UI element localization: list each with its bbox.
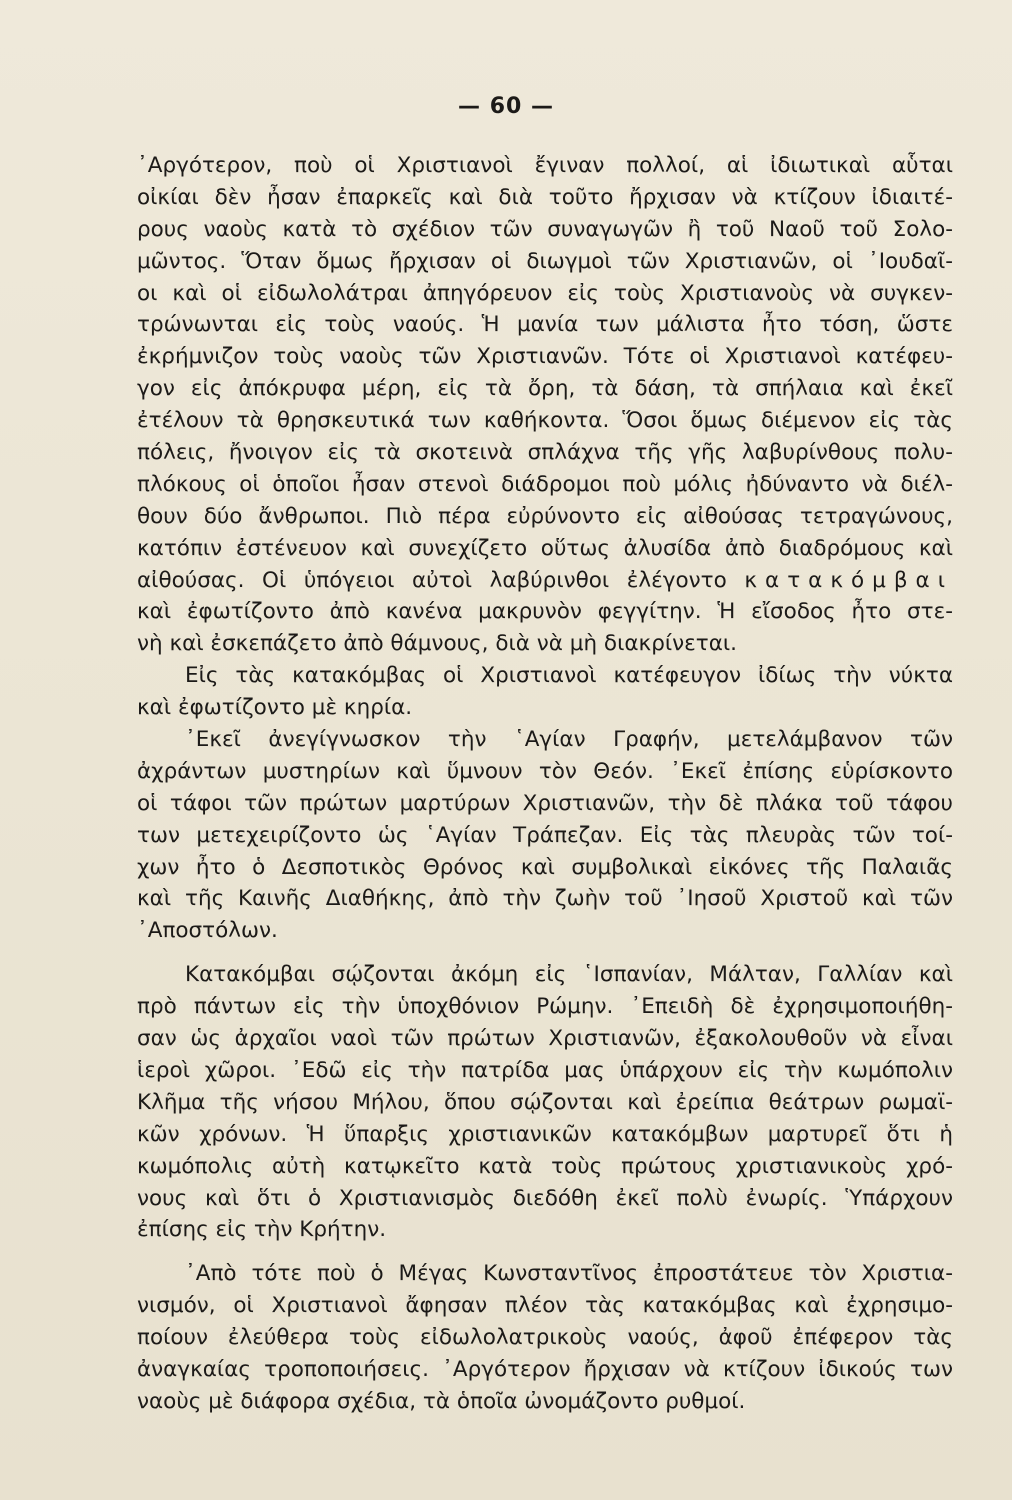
text-line: σαν ὡς ἀρχαῖοι ναοὶ τῶν πρώτων Χριστιανῶν, ἐξακολουθοῦν νὰ εἶναι — [137, 1026, 953, 1052]
text-line: κατόπιν ἐστένευον καὶ συνεχίζετο οὕτως ἀλυσίδα ἀπὸ διαδρόμους καὶ — [137, 535, 953, 561]
text-line: ναοὺς μὲ διάφορα σχέδια, τὰ ὁποῖα ὠνομάζοντο ρυθμοί. — [137, 1388, 746, 1414]
text-line: ἐκρήμνιζον τοὺς ναοὺς τῶν Χριστιανῶν. Τότε οἱ Χριστιανοὶ κατέφευ- — [137, 344, 953, 370]
text-line: Κατακόμβαι σῴζονται ἀκόμη εἰς ῾Ισπανίαν, Μάλταν, Γαλλίαν καὶ — [185, 962, 953, 988]
paragraph — [137, 150, 953, 660]
text-line: ᾿Αποστόλων. — [137, 918, 278, 944]
paragraph — [137, 959, 953, 1246]
text-line: νὴ καὶ ἐσκεπάζετο ἀπὸ θάμνους, διὰ νὰ μὴ διακρίνεται. — [137, 631, 737, 657]
text-line: Κλῆμα τῆς νήσου Μήλου, ὅπου σῴζονται καὶ ἐρείπια θεάτρων ρωμαϊ- — [137, 1089, 953, 1115]
text-line: ποίουν ἐλεύθερα τοὺς εἰδωλολατρικοὺς ναούς, ἀφοῦ ἐπέφερον τὰς — [137, 1325, 953, 1351]
text-line: ἱεροὶ χῶροι. ᾿Εδῶ εἰς τὴν πατρίδα μας ὑπάρχουν εἰς τὴν κωμόπολιν — [137, 1057, 953, 1083]
text-line: Εἰς τὰς κατακόμβας οἱ Χριστιανοὶ κατέφευγον ἰδίως τὴν νύκτα — [185, 663, 953, 689]
text-line: πλόκους οἱ ὁποῖοι ἦσαν στενοὶ διάδρομοι ποὺ μόλις ἠδύναντο νὰ διέλ- — [137, 471, 953, 497]
text-line: μῶντος. Ὅταν ὅμως ἤρχισαν οἱ διωγμοὶ τῶν Χριστιανῶν, οἱ ᾿Ιουδαῖ- — [137, 248, 953, 274]
text-line: καὶ τῆς Καινῆς Διαθήκης, ἀπὸ τὴν ζωὴν τοῦ ᾿Ιησοῦ Χριστοῦ καὶ τῶν — [137, 886, 953, 912]
paragraph — [137, 1258, 953, 1417]
body-text — [137, 150, 953, 1418]
text-line: πόλεις, ἤνοιγον εἰς τὰ σκοτεινὰ σπλάχνα τῆς γῆς λαβυρίνθους πολυ- — [137, 440, 953, 466]
text-line: ἐτέλουν τὰ θρησκευτικά των καθήκοντα. Ὅσοι ὅμως διέμενον εἰς τὰς — [137, 408, 953, 434]
text-line: τρώνωνται εἰς τοὺς ναούς. Ἡ μανία των μάλιστα ἦτο τόση, ὥστε — [137, 312, 953, 338]
text-line: θουν δύο ἄνθρωποι. Πιὸ πέρα εὐρύνοντο εἰς αἰθούσας τετραγώνους, — [137, 503, 953, 529]
page-number: — 60 — — [458, 94, 554, 119]
paragraph — [137, 660, 953, 724]
text-line: χων ἦτο ὁ Δεσποτικὸς Θρόνος καὶ συμβολικαὶ εἰκόνες τῆς Παλαιᾶς — [137, 854, 953, 880]
text-line: καὶ ἐφωτίζοντο μὲ κηρία. — [137, 695, 413, 721]
paragraph — [137, 724, 953, 947]
text-line: ἀχράντων μυστηρίων καὶ ὕμνουν τὸν Θεόν. ᾿Εκεῖ ἐπίσης εὑρίσκοντο — [137, 758, 953, 784]
spaced-word-katakomvai: κατακόμβαι — [744, 567, 953, 593]
text-fragment: αἰθούσας. Οἱ ὑπόγειοι αὐτοὶ λαβύρινθοι ἐλέγοντο — [137, 567, 727, 593]
text-line: ἀναγκαίας τροποποιήσεις. ᾿Αργότερον ἤρχισαν νὰ κτίζουν ἰδικούς των — [137, 1356, 953, 1382]
text-line: πρὸ πάντων εἰς τὴν ὑποχθόνιον Ρώμην. ᾿Επειδὴ δὲ ἐχρησιμοποιήθη- — [137, 994, 953, 1020]
text-line: ᾿Εκεῖ ἀνεγίγνωσκον τὴν ῾Αγίαν Γραφήν, μετελάμβανον τῶν — [185, 727, 953, 753]
text-line: ᾿Αργότερον, ποὺ οἱ Χριστιανοὶ ἔγιναν πολλοί, αἱ ἰδιωτικαὶ αὗται — [137, 153, 953, 178]
text-line: ᾿Απὸ τότε ποὺ ὁ Μέγας Κωνσταντῖνος ἐπροστάτευε τὸν Χριστια- — [185, 1261, 953, 1287]
text-line: ρους ναοὺς κατὰ τὸ σχέδιον τῶν συναγωγῶν ἢ τοῦ Ναοῦ τοῦ Σολο- — [137, 216, 953, 242]
text-line: γον εἰς ἀπόκρυφα μέρη, εἰς τὰ ὄρη, τὰ δάση, τὰ σπήλαια καὶ ἐκεῖ — [137, 376, 953, 402]
text-line: καὶ ἐφωτίζοντο ἀπὸ κανένα μακρυνὸν φεγγίτην. Ἡ εἴσοδος ἦτο στε- — [137, 599, 953, 625]
text-line: των μετεχειρίζοντο ὡς ῾Αγίαν Τράπεζαν. Εἰς τὰς πλευρὰς τῶν τοί- — [137, 822, 953, 848]
text-line: οἰκίαι δὲν ἦσαν ἐπαρκεῖς καὶ διὰ τοῦτο ἤρχισαν νὰ κτίζουν ἰδιαιτέ- — [137, 184, 953, 210]
text-line: νισμόν, οἱ Χριστιανοὶ ἄφησαν πλέον τὰς κατακόμβας καὶ ἐχρησιμο- — [137, 1293, 953, 1319]
text-line: οι καὶ οἱ εἰδωλολάτραι ἀπηγόρευον εἰς τοὺς Χριστιανοὺς νὰ συγκεν- — [137, 280, 953, 306]
text-line: οἱ τάφοι τῶν πρώτων μαρτύρων Χριστιανῶν, τὴν δὲ πλάκα τοῦ τάφου — [137, 790, 953, 816]
text-line: νους καὶ ὅτι ὁ Χριστιανισμὸς διεδόθη ἐκεῖ πολὺ ἐνωρίς. Ὑπάρχουν — [137, 1185, 953, 1211]
text-line: ἐπίσης εἰς τὴν Κρήτην. — [137, 1217, 387, 1243]
text-line: κωμόπολις αὐτὴ κατῳκεῖτο κατὰ τοὺς πρώτους χριστιανικοὺς χρό- — [137, 1153, 953, 1179]
text-line: κῶν χρόνων. Ἡ ὕπαρξις χριστιανικῶν κατακόμβων μαρτυρεῖ ὅτι ἡ — [137, 1121, 953, 1147]
text-line-with-spaced-word — [137, 565, 953, 597]
